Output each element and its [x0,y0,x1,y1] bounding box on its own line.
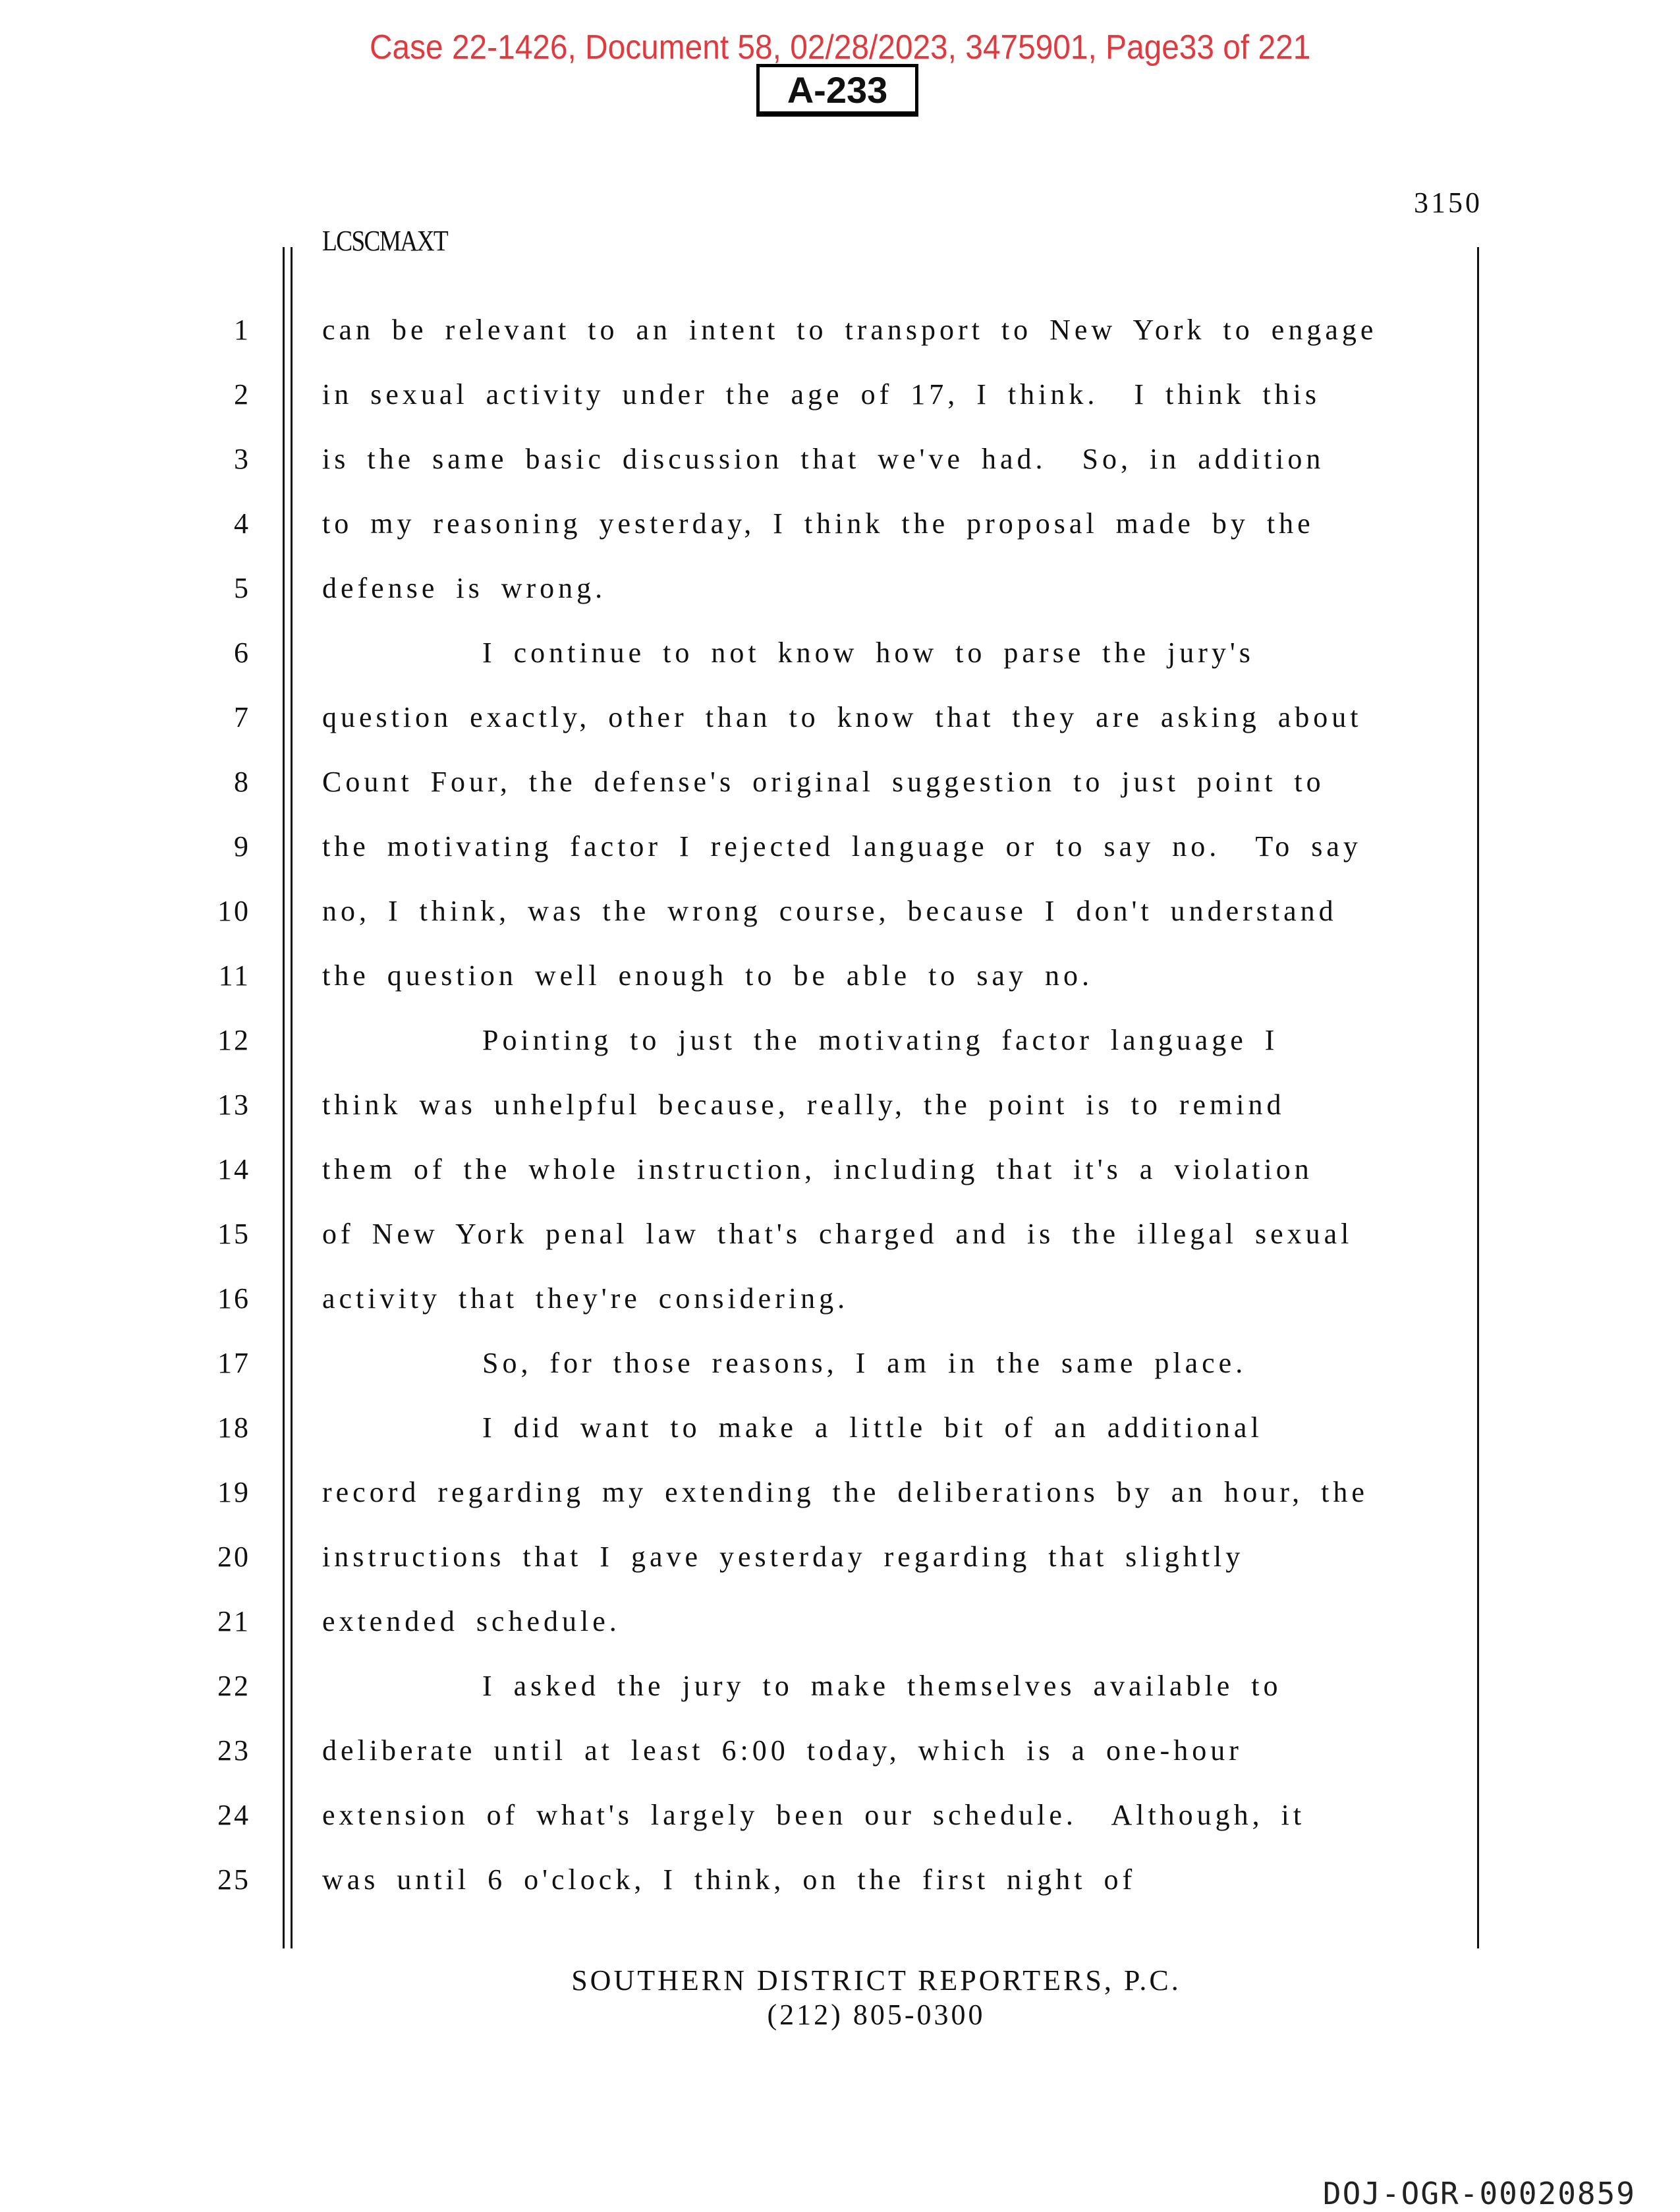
header-code: LCSCMAXT [322,225,448,257]
line-text: them of the whole instruction, including that it's a violation [322,1153,1313,1185]
transcript-line [0,1540,1680,1604]
transcript-line [0,765,1680,830]
line-text: to my reasoning yesterday, I think the proposal made by the [322,507,1314,540]
line-number: 16 [217,1282,250,1315]
transcript-line [0,313,1680,378]
reporter-phone: (212) 805-0300 [767,1999,986,2031]
line-number: 25 [217,1863,250,1896]
line-number: 14 [217,1153,250,1185]
line-number: 2 [234,378,250,411]
transcript-line [0,1023,1680,1088]
line-number: 17 [217,1347,250,1379]
line-text: activity that they're considering. [322,1282,849,1315]
line-text: was until 6 o'clock, I think, on the first night of [322,1863,1136,1896]
line-number: 1 [234,314,250,346]
line-number: 3 [234,443,250,475]
reporter-name: SOUTHERN DISTRICT REPORTERS, P.C. [571,1964,1181,1997]
line-number: 9 [234,830,250,863]
transcript-line [0,1475,1680,1540]
line-number: 21 [217,1605,250,1637]
page-number: 3150 [1414,186,1482,219]
transcript-line [0,959,1680,1023]
line-text: question exactly, other than to know that they are asking about [322,701,1362,733]
line-text: in sexual activity under the age of 17, I think. I think this [322,378,1321,411]
line-number: 4 [234,507,250,540]
transcript-line [0,1282,1680,1346]
line-number: 22 [217,1670,250,1702]
line-text: can be relevant to an intent to transport to New York to engage [322,314,1378,346]
line-text: instructions that I gave yesterday regarding that slightly [322,1541,1245,1573]
line-text: is the same basic discussion that we've had. So, in addition [322,443,1325,475]
transcript-line [0,507,1680,571]
bates-number: DOJ-OGR-00020859 [1322,2176,1636,2211]
line-text: So, for those reasons, I am in the same place. [482,1347,1247,1379]
line-text: extended schedule. [322,1605,621,1637]
transcript-line [0,1734,1680,1798]
transcript-line [0,1669,1680,1734]
line-number: 18 [217,1411,250,1444]
line-number: 13 [217,1089,250,1121]
case-stamp: Case 22-1426, Document 58, 02/28/2023, 3475901, Page33 of 221 [369,28,1311,67]
line-text: I asked the jury to make themselves available to [482,1670,1282,1702]
line-number: 7 [234,701,250,733]
transcript-line [0,636,1680,700]
transcript-line [0,830,1680,894]
transcript-line [0,571,1680,636]
transcript-line [0,700,1680,765]
transcript-line [0,1798,1680,1863]
line-number: 20 [217,1541,250,1573]
line-number: 15 [217,1218,250,1250]
transcript-line [0,1088,1680,1152]
transcript-line [0,1411,1680,1475]
line-text: Count Four, the defense's original suggestion to just point to [322,766,1325,798]
line-text: of New York penal law that's charged and is the illegal sexual [322,1218,1353,1250]
line-text: no, I think, was the wrong course, because I don't understand [322,895,1337,927]
line-number: 5 [234,572,250,604]
line-number: 24 [217,1799,250,1831]
line-text: the motivating factor I rejected language or to say no. To say [322,830,1362,863]
line-number: 19 [217,1476,250,1508]
line-text: defense is wrong. [322,572,607,604]
line-text: I did want to make a little bit of an additional [482,1411,1263,1444]
line-text: extension of what's largely been our schedule. Although, it [322,1799,1306,1831]
line-text: the question well enough to be able to say no. [322,959,1094,992]
transcript-line [0,1217,1680,1282]
line-number: 12 [217,1024,250,1056]
line-number: 11 [218,959,250,992]
exhibit-label: A-233 [756,64,918,117]
transcript-line [0,378,1680,442]
transcript-line [0,442,1680,507]
line-text: think was unhelpful because, really, the point is to remind [322,1089,1285,1121]
line-text: record regarding my extending the deliberations by an hour, the [322,1476,1368,1508]
line-number: 8 [234,766,250,798]
line-number: 23 [217,1734,250,1767]
line-text: deliberate until at least 6:00 today, which is a one-hour [322,1734,1243,1767]
line-text: I continue to not know how to parse the jury's [482,637,1254,669]
transcript-line [0,1863,1680,1927]
line-number: 6 [234,637,250,669]
line-text: Pointing to just the motivating factor language I [482,1024,1279,1056]
transcript-line [0,894,1680,959]
transcript-line [0,1346,1680,1411]
line-number: 10 [217,895,250,927]
transcript-line [0,1152,1680,1217]
transcript-line [0,1604,1680,1669]
